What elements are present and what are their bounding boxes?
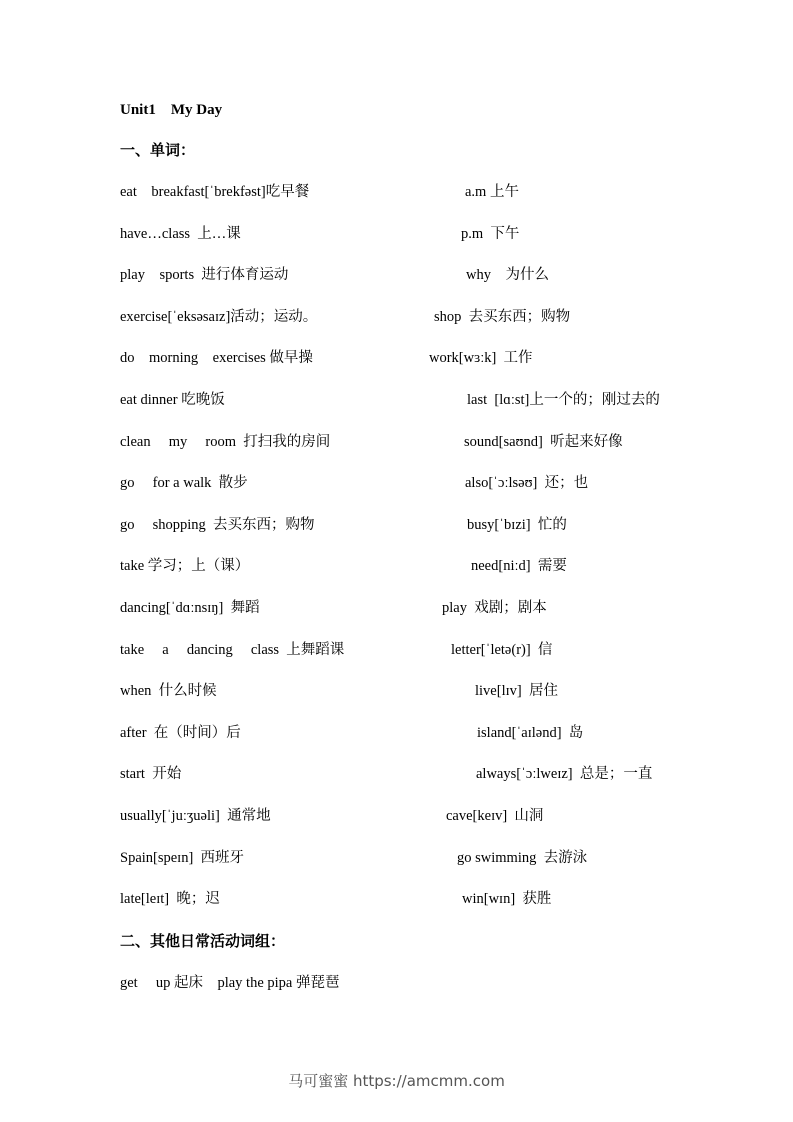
vocab-item: after 在（时间）后 [120,724,241,741]
vocab-item: take a dancing class 上舞蹈课 [120,641,345,658]
vocab-item: late[leɪt] 晚；迟 [120,891,220,908]
vocab-item: play 戏剧；剧本 [442,600,547,616]
vocab-item: win[wɪn] 获胜 [462,891,552,908]
vocab-item: go swimming 去游泳 [457,849,588,866]
vocab-item: clean my room 打扫我的房间 [120,433,331,450]
vocab-item: sound[saʊnd] 听起来好像 [464,433,623,450]
vocab-item: shop 去买东西；购物 [434,308,571,325]
vocab-item: busy[ˈbɪzi] 忙的 [467,516,567,533]
vocab-item: do morning exercises 做早操 [120,350,313,367]
vocab-item: exercise[ˈeksəsaɪz]活动；运动。 [120,308,318,325]
vocab-item: live[lɪv] 居住 [475,683,558,700]
section-heading-vocabulary: 一、单词： [120,141,196,159]
vocab-item: usually[ˈjuːʒuəli] 通常地 [120,808,271,824]
vocab-item: work[wɜːk] 工作 [429,350,533,367]
vocab-item: have…class 上…课 [120,225,241,242]
vocab-item: take 学习；上（课） [120,558,250,575]
footer-watermark: 马可蜜蜜 https://amcmm.com [288,1072,505,1090]
vocab-item: a.m 上午 [465,184,519,200]
phrase-line: get up 起床 play the pipa 弹琵琶 [120,975,340,991]
vocab-item: start 开始 [120,766,182,783]
vocab-item: dancing[ˈdɑːnsɪŋ] 舞蹈 [120,600,260,616]
page-title: Unit1 My Day [120,102,223,118]
vocab-item: island[ˈaɪlənd] 岛 [477,724,584,741]
vocab-item: always[ˈɔːlweɪz] 总是；一直 [476,766,653,783]
vocab-item: play sports 进行体育运动 [120,267,289,284]
vocab-item: Spain[speɪn] 西班牙 [120,849,245,866]
vocab-item: need[niːd] 需要 [471,558,567,575]
vocab-item: when 什么时候 [120,683,217,700]
vocab-item: why 为什么 [466,267,549,284]
vocab-item: last [lɑːst]上一个的；刚过去的 [467,392,660,408]
vocab-item: eat breakfast[ˈbrekfəst]吃早餐 [120,184,310,200]
vocab-item: go shopping 去买东西；购物 [120,516,315,533]
vocab-item: p.m 下午 [461,225,520,242]
vocab-item: eat dinner 吃晚饭 [120,392,225,408]
vocab-item: letter[ˈletə(r)] 信 [451,641,553,658]
vocab-item: go for a walk 散步 [120,475,248,492]
section-heading-phrases: 二、其他日常活动词组： [120,932,286,950]
vocab-item: also[ˈɔːlsəʊ] 还；也 [465,475,589,492]
vocab-item: cave[keɪv] 山洞 [446,808,544,824]
